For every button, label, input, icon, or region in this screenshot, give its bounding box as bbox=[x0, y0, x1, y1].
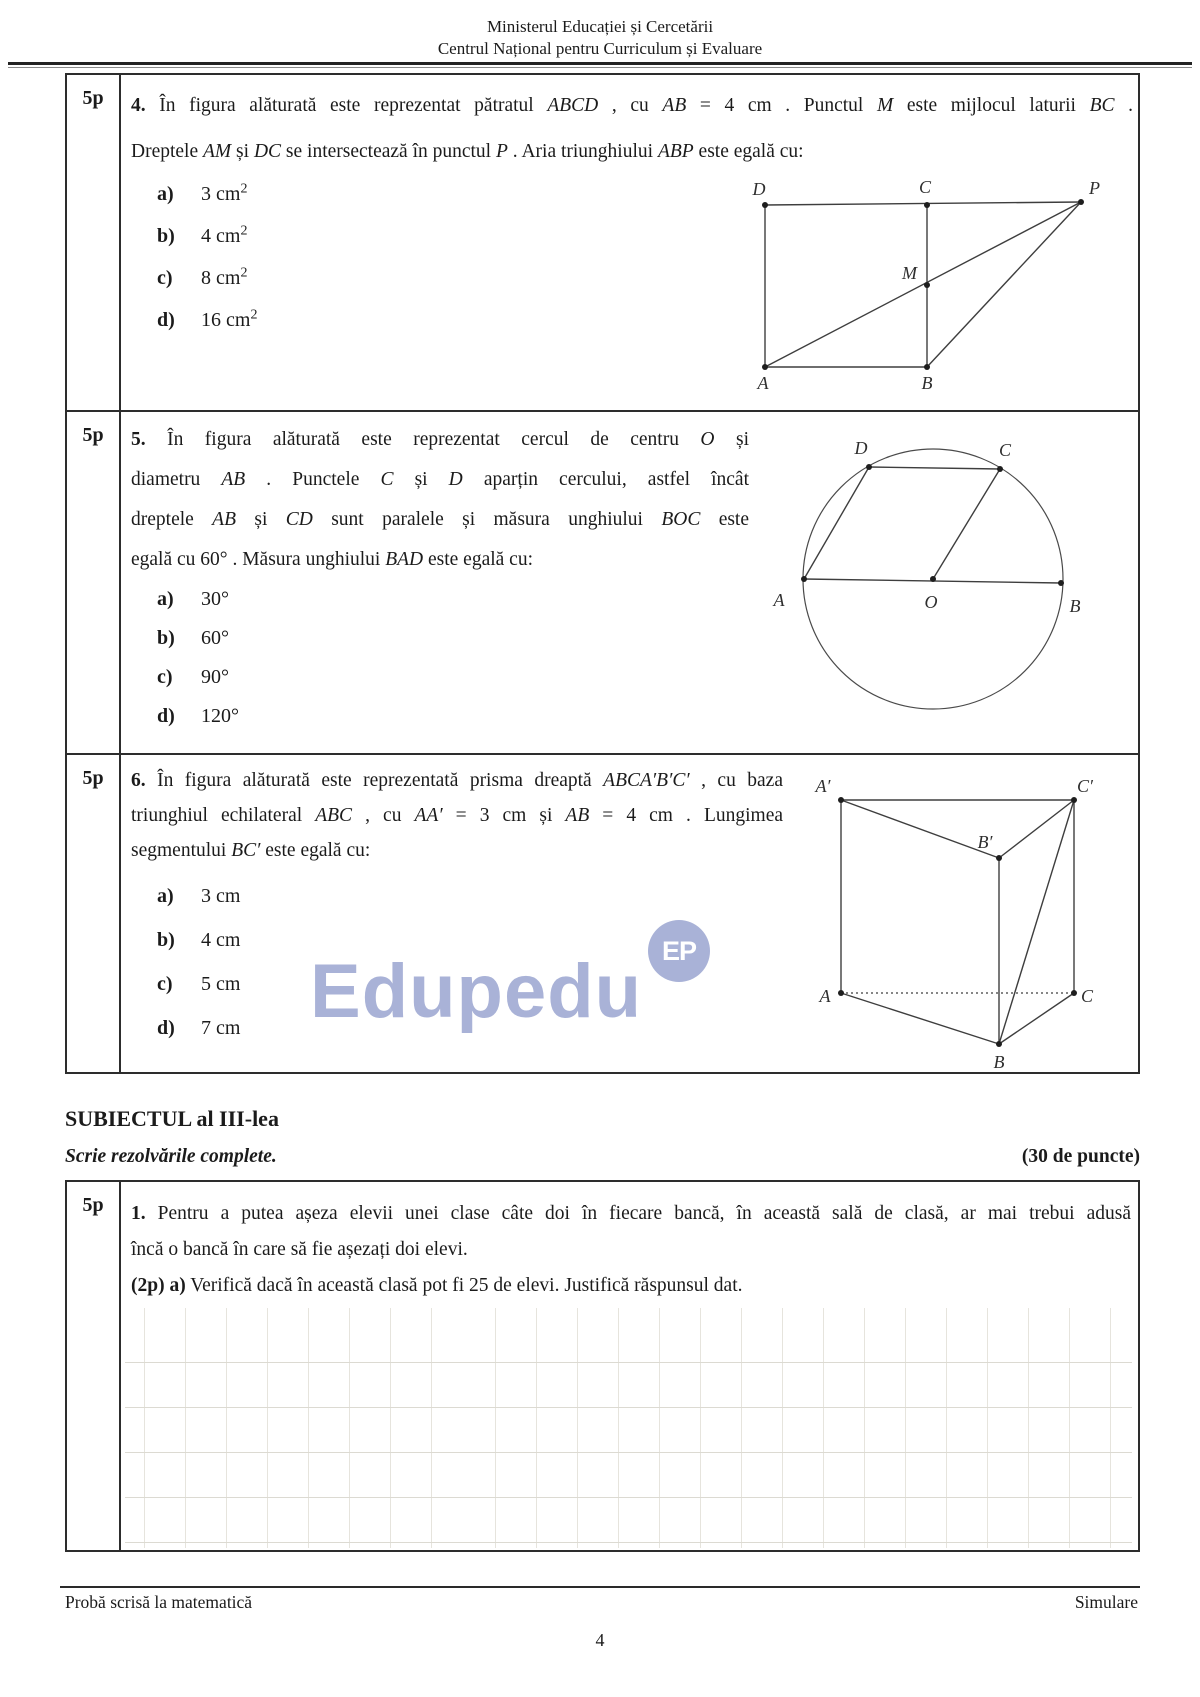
question-5-line-2: diametru AB . Punctele C și D aparțin cercului, astfel încât bbox=[131, 469, 750, 490]
problem-1-line-1: 1. Pentru a putea așeza elevii unei clase câte doi în fiecare bancă, în această sală de clasă, ar mai trebui adusă bbox=[131, 1203, 1131, 1224]
label-D: D bbox=[752, 179, 766, 199]
question-4-line-1: 4. În figura alăturată este reprezentat pătratul ABCD , cu AB = 4 cm . Punctul M este mijlocul laturii BC . bbox=[131, 95, 1134, 116]
edupedu-logo-icon: EP bbox=[648, 920, 710, 982]
question-6-option-d: d) 7 cm bbox=[157, 1017, 241, 1039]
header-rule-thin bbox=[8, 67, 1192, 68]
question-5-option-b: b) 60° bbox=[157, 627, 229, 649]
question-6-line-3: segmentului BC′ este egală cu: bbox=[131, 840, 371, 861]
problem-1 bbox=[67, 1182, 1138, 1550]
question-6-option-a: a) 3 cm bbox=[157, 885, 241, 907]
problem-1-table bbox=[65, 1180, 1140, 1552]
label-C-prime: C′ bbox=[1077, 776, 1093, 796]
question-5-line-3: dreptele AB și CD sunt paralele și măsura unghiului BOC este bbox=[131, 509, 750, 530]
question-4-option-d: d) 16 $cm^2$ bbox=[157, 307, 258, 331]
label-B: B bbox=[1069, 596, 1081, 616]
label-A: A bbox=[819, 986, 831, 1006]
label-A-prime: A′ bbox=[815, 776, 831, 796]
question-6-options bbox=[157, 885, 240, 1061]
question-5-line-4: egală cu 60° . Măsura unghiului BAD este egală cu: bbox=[131, 549, 534, 570]
label-P: P bbox=[1089, 178, 1100, 198]
question-6-points: 5p bbox=[67, 755, 121, 1072]
question-4-option-b: b) 4 $cm^2$ bbox=[157, 223, 248, 247]
question-6-line-2: triunghiul echilateral ABC , cu AA′ = 3 cm și AB = 4 cm . Lungimea bbox=[131, 805, 784, 826]
problem-1-text bbox=[131, 1196, 1131, 1304]
label-B: B bbox=[921, 373, 933, 393]
question-4 bbox=[67, 75, 1138, 410]
question-6-option-c: c) 5 cm bbox=[157, 973, 241, 995]
question-4-option-a: a) 3 $cm^2$ bbox=[157, 181, 248, 205]
footer-exam-name: Probă scrisă la matematică bbox=[65, 1592, 253, 1612]
section-3-points: (30 de puncte) bbox=[1021, 1146, 1140, 1167]
problem-1-line-3: (2p) a) Verifică dacă în această clasă pot fi 25 de elevi. Justifică răspunsul dat. bbox=[131, 1275, 743, 1296]
problem-1-points: 5p bbox=[67, 1182, 121, 1550]
question-5-line-1: 5. În figura alăturată este reprezentat cercul de centru O și bbox=[131, 429, 749, 450]
square-figure bbox=[683, 163, 1163, 398]
label-C: C bbox=[918, 177, 932, 197]
question-5-option-c: c) 90° bbox=[157, 666, 229, 688]
label-A: A bbox=[757, 373, 769, 393]
question-4-points: 5p bbox=[67, 75, 121, 410]
question-5-option-a: a) 30° bbox=[157, 588, 229, 610]
question-4-line-2: Dreptele AM și DC se intersectează în punctul P . Aria triunghiului ABP este egală cu: bbox=[131, 141, 804, 162]
prism-figure bbox=[753, 770, 1133, 1072]
edupedu-watermark: Edupedu bbox=[310, 949, 643, 1034]
answer-grid bbox=[125, 1308, 1132, 1548]
footer-page-number: 4 bbox=[595, 1630, 605, 1650]
section-3-title: SUBIECTUL al III-lea bbox=[65, 1106, 279, 1131]
question-5 bbox=[67, 410, 1138, 753]
questions-table bbox=[65, 73, 1140, 1074]
label-D: D bbox=[854, 438, 868, 458]
label-C: C bbox=[998, 440, 1012, 460]
header-rule bbox=[8, 62, 1192, 65]
label-O: O bbox=[924, 592, 938, 612]
question-5-points: 5p bbox=[67, 412, 121, 753]
circle-figure bbox=[713, 422, 1193, 737]
question-6-option-b: b) 4 cm bbox=[157, 929, 241, 951]
label-C: C bbox=[1080, 986, 1094, 1006]
header-ministry: Ministerul Educației și Cercetării bbox=[486, 17, 714, 36]
label-B: B bbox=[993, 1052, 1005, 1072]
header-center: Centrul Național pentru Curriculum și Evaluare bbox=[437, 39, 763, 58]
question-4-option-c: c) 8 $cm^2$ bbox=[157, 265, 248, 289]
page-header bbox=[0, 16, 1200, 60]
question-5-option-d: d) 120° bbox=[157, 705, 239, 727]
footer-session: Simulare bbox=[1074, 1592, 1138, 1612]
question-4-text bbox=[131, 83, 1133, 175]
question-6-text bbox=[131, 763, 783, 868]
question-6-line-1: 6. În figura alăturată este reprezentată prisma dreaptă ABCA′B′C′ , cu baza bbox=[131, 770, 783, 791]
label-A: A bbox=[773, 590, 785, 610]
footer-rule bbox=[60, 1586, 1140, 1588]
question-5-text bbox=[131, 420, 749, 580]
problem-1-line-2: încă o bancă în care să fie așezați doi elevi. bbox=[131, 1239, 468, 1260]
label-B-prime: B′ bbox=[977, 832, 993, 852]
question-5-options bbox=[157, 588, 239, 744]
question-4-options bbox=[157, 183, 257, 351]
label-M: M bbox=[902, 263, 917, 283]
section-3-subtitle: Scrie rezolvările complete. bbox=[65, 1146, 277, 1167]
